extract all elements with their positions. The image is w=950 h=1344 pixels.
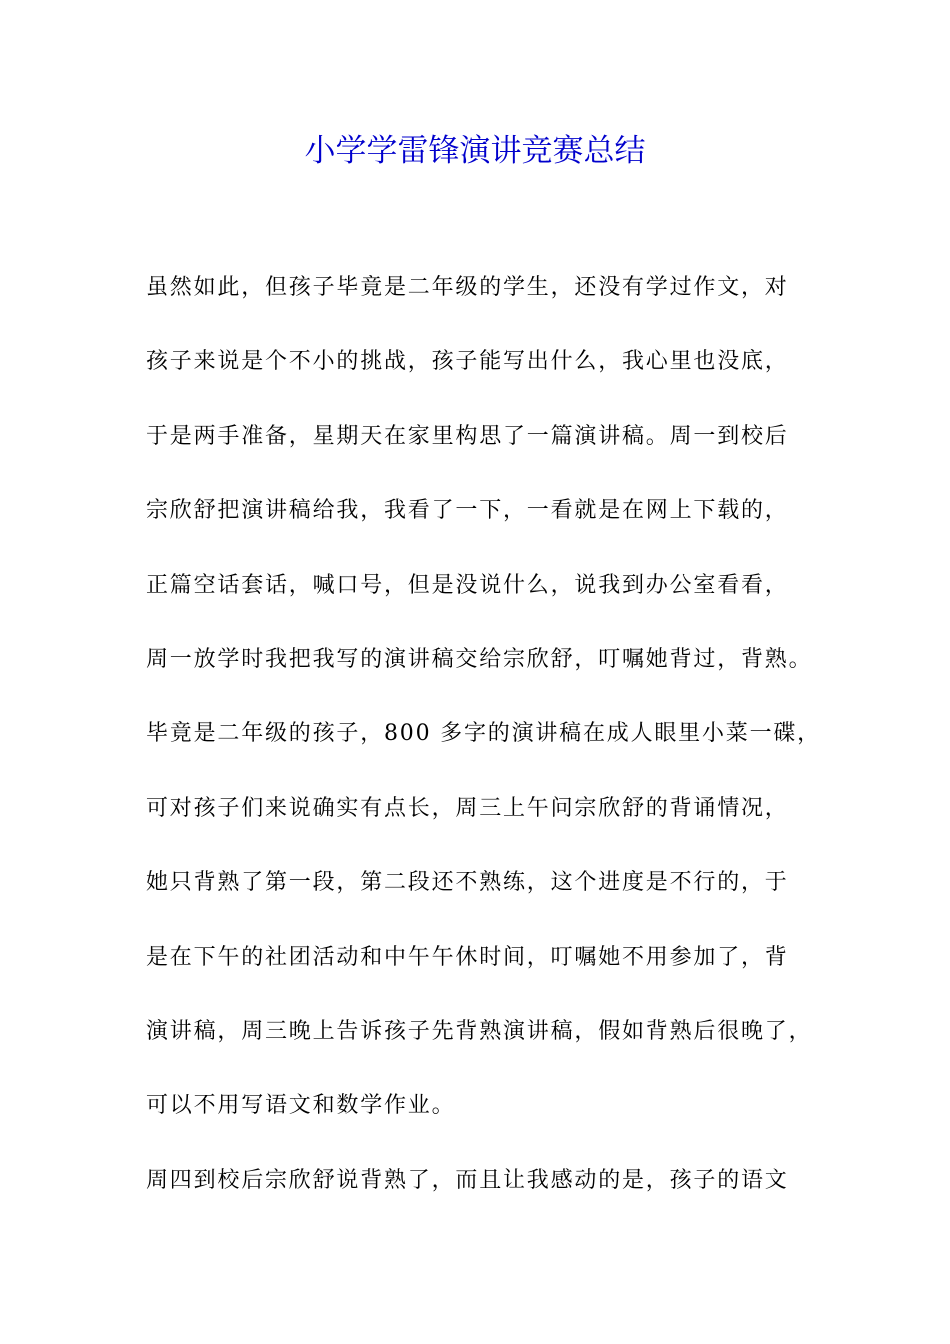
- body-text: [146, 263, 836, 1230]
- text-line: 可以不用写语文和数学作业。: [146, 1093, 456, 1119]
- text-line: 是在下午的社团活动和中午午休时间，叮嘱她不用参加了，背: [146, 944, 789, 970]
- text-line: 她只背熟了第一段，第二段还不熟练，这个进度是不行的，于: [146, 870, 789, 896]
- text-line: 宗欣舒把演讲稿给我，我看了一下，一看就是在网上下载的，: [146, 498, 789, 524]
- text-line: 演讲稿，周三晚上告诉孩子先背熟演讲稿，假如背熟后很晚了，: [146, 1018, 813, 1044]
- text-line: 正篇空话套话，喊口号，但是没说什么，说我到办公室看看，: [146, 572, 789, 598]
- text-line: 毕竟是二年级的孩子，800 多字的演讲稿在成人眼里小菜一碟，: [146, 721, 821, 747]
- text-line: 周一放学时我把我写的演讲稿交给宗欣舒，叮嘱她背过，背熟。: [146, 646, 813, 672]
- text-line: 虽然如此，但孩子毕竟是二年级的学生，还没有学过作文，对: [146, 275, 789, 300]
- text-line: 周四到校后宗欣舒说背熟了，而且让我感动的是，孩子的语文: [146, 1167, 789, 1193]
- text-line: 孩子来说是个不小的挑战，孩子能写出什么，我心里也没底，: [146, 349, 789, 375]
- text-line: 可对孩子们来说确实有点长，周三上午问宗欣舒的背诵情况，: [146, 795, 789, 821]
- page-title: 小学学雷锋演讲竞赛总结: [304, 133, 646, 169]
- text-line: 于是两手准备，星期天在家里构思了一篇演讲稿。周一到校后: [146, 423, 789, 449]
